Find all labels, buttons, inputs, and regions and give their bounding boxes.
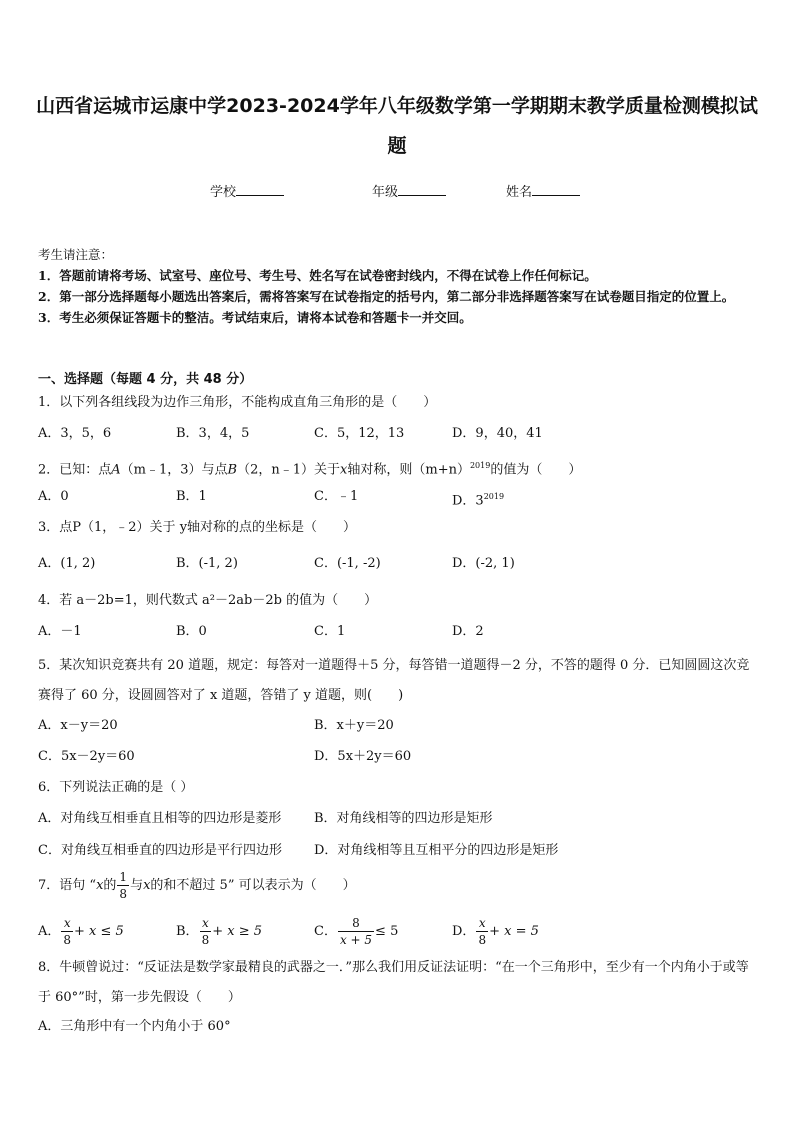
name-blank xyxy=(532,182,580,196)
question-6-stem: 6．下列说法正确的是（ ） xyxy=(38,780,194,795)
question-3-stem: 3．点P（1，﹣2）关于 y轴对称的点的坐标是（ ） xyxy=(38,520,357,535)
title-line-2: 题 xyxy=(387,135,407,157)
q7-option-a-label: A． xyxy=(38,924,61,939)
q6-option-d: D．对角线相等且互相平分的四边形是矩形 xyxy=(314,843,559,858)
q7-option-c xyxy=(314,912,398,952)
q7-stem-b: 的 xyxy=(103,878,117,893)
q7-option-b-num: x xyxy=(200,917,212,932)
q8-option-a: A．三角形中有一个内角小于 60° xyxy=(38,1019,231,1034)
q1-option-d: D．9，40，41 xyxy=(452,426,543,441)
question-8-stem: 8．牛顿曾说过：“反证法是数学家最精良的武器之一．”那么我们用反证法证明：“在一个三角形中，至少有一个内角小于或等于 60°”时，第一步先假设（ ） xyxy=(38,960,749,1005)
exam-notice xyxy=(38,244,758,328)
question-1-options xyxy=(38,421,760,447)
title-line-1: 山西省运城市运康中学2023-2024学年八年级数学第一学期期末教学质量检测模拟试 xyxy=(36,95,758,117)
q3-option-c: C．(-1, -2) xyxy=(314,556,381,571)
q1-option-b: B．3，4，5 xyxy=(176,426,250,441)
grade-blank xyxy=(398,182,446,196)
q2-stem-e: 的值为（ ） xyxy=(490,462,582,478)
page-title xyxy=(30,86,764,166)
q2-option-d-base: D．3 xyxy=(452,493,484,509)
q2-option-c: C．﹣1 xyxy=(314,489,359,504)
q2-option-b: B．1 xyxy=(176,489,207,504)
name-label: 姓名 xyxy=(506,185,533,200)
question-2-stem xyxy=(38,453,760,483)
q7-stem-d: 的和不超过 5” 可以表示为（ ） xyxy=(150,878,356,893)
q7-stem-c: 与 xyxy=(130,878,144,893)
q6-option-c: C．对角线互相垂直的四边形是平行四边形 xyxy=(38,843,282,858)
q5-option-a: A．x－y＝20 xyxy=(38,718,118,733)
q4-option-d: D．2 xyxy=(452,624,484,639)
q7-option-d-den: 8 xyxy=(478,933,487,947)
q7-option-d-num: x xyxy=(476,917,488,932)
q2-stem-c: （2，n﹣1）关于 xyxy=(237,462,341,478)
q7-option-d-label: D． xyxy=(452,924,476,939)
q7-option-c-den: x + 5 xyxy=(339,933,373,947)
q2-stem-a: 2．已知：点 xyxy=(38,462,112,478)
q4-option-a: A．－1 xyxy=(38,624,82,639)
section-heading: 一、选择题（每题 4 分，共 48 分） xyxy=(38,372,253,387)
q2-exponent: 2019 xyxy=(469,461,491,470)
question-1-stem: 1．以下列各组线段为边作三角形，不能构成直角三角形的是（ ） xyxy=(38,395,437,410)
q2-point-a: A xyxy=(111,462,121,478)
q7-option-d xyxy=(452,912,539,952)
q7-option-d-tail: + x = 5 xyxy=(489,924,539,939)
student-info-row xyxy=(0,181,794,201)
q5-option-b: B．x＋y＝20 xyxy=(314,718,394,733)
q3-option-a: A．(1, 2) xyxy=(38,556,96,571)
q7-option-c-frac xyxy=(338,917,374,946)
question-2-options xyxy=(38,484,760,510)
notice-item-2: 2．第一部分选择题每小题选出答案后，需将答案写在试卷指定的括号内，第二部分非选择题答案写在试卷题目指定的位置上。 xyxy=(38,289,735,304)
q7-option-b-den: 8 xyxy=(201,933,210,947)
q7-option-a-den: 8 xyxy=(63,933,72,947)
q2-option-a: A．0 xyxy=(38,489,69,504)
school-blank xyxy=(236,182,284,196)
q7-option-b xyxy=(176,912,262,952)
question-4-stem: 4．若 a－2b=1，则代数式 a²－2ab－2b 的值为（ ） xyxy=(38,593,378,608)
question-6-options-row1 xyxy=(38,806,760,832)
question-7-stem xyxy=(38,868,760,904)
q4-option-c: C．1 xyxy=(314,624,346,639)
question-5-options-row1 xyxy=(38,713,760,739)
q7-option-c-tail: ≤ 5 xyxy=(375,924,399,939)
q5-option-c: C．5x－2y＝60 xyxy=(38,749,135,764)
question-8-options xyxy=(38,1014,760,1040)
question-3-options xyxy=(38,551,760,577)
grade-label: 年级 xyxy=(372,185,399,200)
q7-option-b-tail: + x ≥ 5 xyxy=(212,924,262,939)
q7-option-a-tail: + x ≤ 5 xyxy=(74,924,124,939)
q2-x-var: x xyxy=(340,462,348,478)
q7-option-b-frac xyxy=(200,917,212,946)
question-5-stem: 5．某次知识竞赛共有 20 道题，规定：每答对一道题得＋5 分，每答错一道题得－2 分，不答的题得 0 分．已知圆圆这次竞赛得了 60 分，设圆圆答对了 x 道题，答错了 y 道题，则( ) xyxy=(38,658,750,703)
notice-heading: 考生请注意： xyxy=(38,247,114,262)
q7-option-a-frac xyxy=(61,917,73,946)
school-label: 学校 xyxy=(210,185,237,200)
q7-option-c-label: C． xyxy=(314,924,337,939)
question-7-options xyxy=(38,912,760,952)
q2-option-d-exp: 2019 xyxy=(483,492,505,501)
q3-option-b: B．(-1, 2) xyxy=(176,556,238,571)
question-4-options xyxy=(38,619,760,645)
q4-option-b: B．0 xyxy=(176,624,207,639)
q6-option-a: A．对角线互相垂直且相等的四边形是菱形 xyxy=(38,811,282,826)
q7-stem-a: 7．语句 “ xyxy=(38,878,97,893)
q2-stem-b: （m﹣1，3）与点 xyxy=(120,462,228,478)
q7-option-a-num: x xyxy=(61,917,73,932)
q7-fraction xyxy=(117,871,129,900)
q2-point-b: B xyxy=(227,462,238,478)
q7-option-d-frac xyxy=(476,917,488,946)
q7-x-var-2: x xyxy=(143,878,151,893)
question-5-options-row2 xyxy=(38,744,760,770)
q7-x-var-1: x xyxy=(96,878,104,893)
school-field xyxy=(210,181,284,200)
q7-fraction-num: 1 xyxy=(119,870,128,884)
q7-fraction-den: 8 xyxy=(119,887,128,901)
q1-option-a: A．3，5，6 xyxy=(38,426,112,441)
q7-option-a xyxy=(38,912,124,952)
name-field xyxy=(506,181,580,200)
q3-option-d: D．(-2, 1) xyxy=(452,556,515,571)
q1-option-c: C．5，12，13 xyxy=(314,426,405,441)
q7-option-c-num: 8 xyxy=(338,917,374,932)
grade-field xyxy=(372,181,446,200)
q7-option-b-label: B． xyxy=(176,924,199,939)
notice-item-3: 3．考生必须保证答题卡的整洁。考试结束后，请将本试卷和答题卡一并交回。 xyxy=(38,310,472,325)
q6-option-b: B．对角线相等的四边形是矩形 xyxy=(314,811,493,826)
notice-item-1: 1．答题前请将考场、试室号、座位号、考生号、姓名写在试卷密封线内，不得在试卷上作任何标记。 xyxy=(38,268,597,283)
q2-stem-d: 轴对称，则（m+n） xyxy=(347,462,470,478)
q5-option-d: D．5x＋2y＝60 xyxy=(314,749,412,764)
q2-option-d xyxy=(452,484,504,514)
question-6-options-row2 xyxy=(38,838,760,864)
